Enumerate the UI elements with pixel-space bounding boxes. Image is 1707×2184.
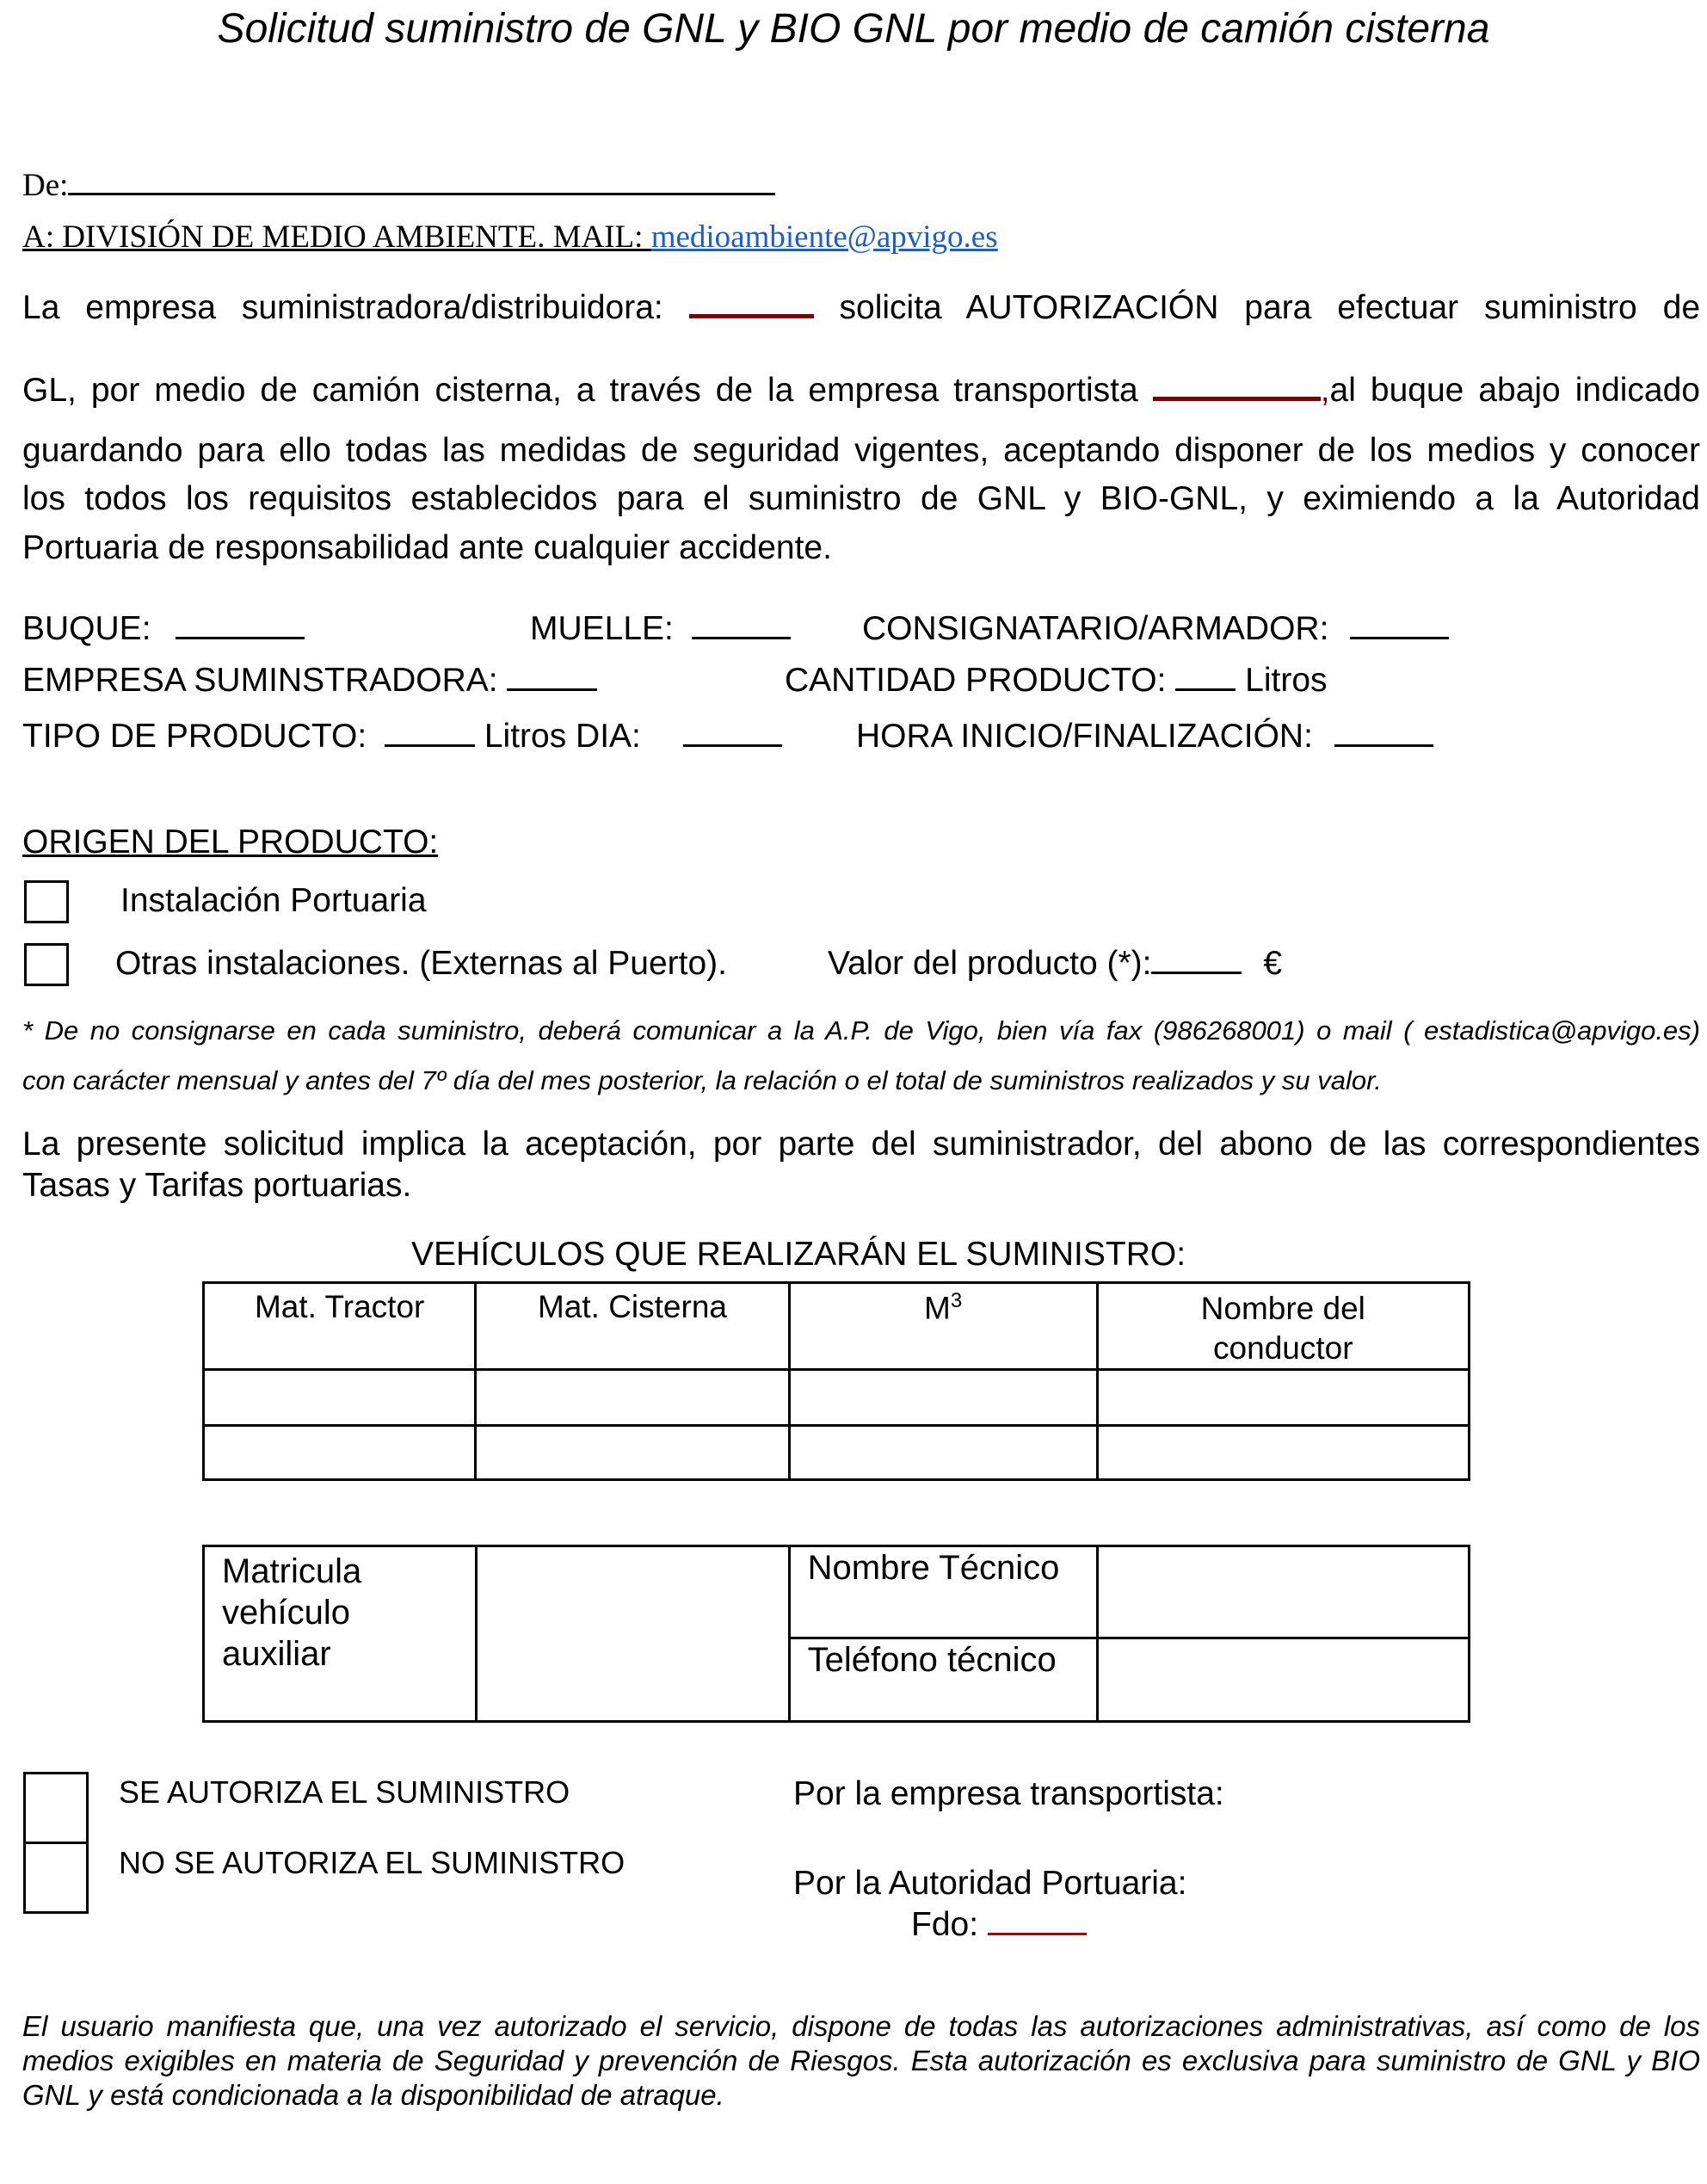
tipo-label: TIPO DE PRODUCTO: xyxy=(22,718,367,755)
consignatario-input[interactable] xyxy=(1350,636,1449,639)
vehicles-header-row xyxy=(204,1283,1470,1370)
tipo-input[interactable] xyxy=(385,743,475,747)
buque-input[interactable] xyxy=(176,636,305,639)
consignatario-label: CONSIGNATARIO/ARMADOR: xyxy=(862,610,1329,647)
vehicles-table xyxy=(202,1281,1470,1481)
nombre-tecnico-input[interactable] xyxy=(1098,1546,1470,1638)
fdo-label: Fdo: xyxy=(911,1906,979,1943)
origen-otras-label: Otras instalaciones. (Externas al Puerto). xyxy=(115,945,727,982)
footnote-line-1: * De no consignarse en cada suministro, deberá comunicar a la A.P. de Vigo, bien vía fax (986268001) o mail ( estadistica@apvigo.es) xyxy=(22,1015,1700,1046)
col-m3-superscript: 3 xyxy=(950,1289,963,1312)
table-row xyxy=(204,1370,1470,1426)
authorize-label: SE AUTORIZA EL SUMINISTRO xyxy=(119,1774,570,1810)
paragraph-line-5: Portuaria de responsabilidad ante cualquier accidente. xyxy=(22,529,832,566)
paragraph-line-4: los todos los requisitos establecidos para el suministro de GNL y BIO-GNL, y eximiendo a la Autoridad xyxy=(22,480,1700,517)
cell-input[interactable] xyxy=(1097,1370,1469,1426)
buque-label: BUQUE: xyxy=(22,610,151,647)
valor-field-row xyxy=(828,945,1282,983)
col-m3-label: M xyxy=(924,1290,951,1326)
matricula-auxiliar-label: Matricula vehículo auxiliar xyxy=(204,1546,477,1722)
supplier-field[interactable] xyxy=(689,313,814,318)
col-m3 xyxy=(789,1283,1097,1370)
empresa-label: EMPRESA SUMINSTRADORA: xyxy=(22,662,498,699)
paragraph-text: GL, por medio de camión cisterna, a través de la empresa transportista xyxy=(22,372,1138,409)
muelle-field-row xyxy=(530,610,791,648)
fdo-row xyxy=(911,1906,1087,1944)
paragraph-line-1 xyxy=(22,289,1700,327)
to-email-link[interactable]: medioambiente@apvigo.es xyxy=(650,219,998,255)
empresa-field-row xyxy=(22,662,597,700)
muelle-input[interactable] xyxy=(692,636,791,639)
litros-dia-label: Litros DIA: xyxy=(484,718,641,755)
to-label: A: DIVISIÓN DE MEDIO AMBIENTE. MAIL: xyxy=(22,219,644,255)
origen-portuaria-checkbox[interactable] xyxy=(24,880,69,923)
buque-field-row xyxy=(22,610,305,648)
matricula-auxiliar-input[interactable] xyxy=(476,1546,789,1722)
litros-unit: Litros xyxy=(1245,662,1328,699)
nombre-tecnico-label: Nombre Técnico xyxy=(789,1546,1098,1638)
paragraph-text: al buque abajo indicado xyxy=(1329,372,1701,409)
from-field[interactable] xyxy=(68,192,775,195)
cell-input[interactable] xyxy=(476,1370,789,1426)
origen-heading: ORIGEN DEL PRODUCTO: xyxy=(22,824,439,861)
telefono-tecnico-label: Teléfono técnico xyxy=(789,1638,1098,1722)
hora-label: HORA INICIO/FINALIZACIÓN: xyxy=(856,718,1313,755)
cell-input[interactable] xyxy=(1097,1426,1469,1480)
cantidad-field-row xyxy=(785,662,1328,700)
table-row xyxy=(204,1426,1470,1480)
transportista-signature-label: Por la empresa transportista: xyxy=(793,1775,1224,1812)
cantidad-label: CANTIDAD PRODUCTO: xyxy=(785,662,1167,699)
paragraph-line-3: guardando para ello todas las medidas de seguridad vigentes, aceptando disponer de los medios y conocer xyxy=(22,432,1700,469)
col-mat-cisterna: Mat. Cisterna xyxy=(476,1283,789,1370)
empresa-input[interactable] xyxy=(507,688,597,691)
deny-label: NO SE AUTORIZA EL SUMINISTRO xyxy=(119,1845,625,1880)
paragraph-text: solicita AUTORIZACIÓN para efectuar suministro de xyxy=(839,289,1701,326)
autoridad-signature-label: Por la Autoridad Portuaria: xyxy=(793,1865,1187,1902)
muelle-label: MUELLE: xyxy=(530,610,674,647)
transport-company-field[interactable] xyxy=(1153,396,1321,401)
paragraph-line-2 xyxy=(22,372,1700,410)
authorize-checkbox[interactable] xyxy=(23,1772,89,1844)
cell-input[interactable] xyxy=(204,1370,476,1426)
telefono-tecnico-input[interactable] xyxy=(1098,1638,1470,1722)
acceptance-line-2: Tasas y Tarifas portuarias. xyxy=(22,1167,412,1204)
fdo-signature-field[interactable] xyxy=(988,1932,1087,1935)
to-line xyxy=(22,219,998,256)
cell-input[interactable] xyxy=(789,1426,1097,1480)
litros-dia-input[interactable] xyxy=(683,743,782,747)
col-mat-tractor: Mat. Tractor xyxy=(204,1283,476,1370)
cell-input[interactable] xyxy=(476,1426,789,1480)
hora-field-row xyxy=(856,718,1433,756)
cell-input[interactable] xyxy=(204,1426,476,1480)
cell-input[interactable] xyxy=(789,1370,1097,1426)
comma: , xyxy=(1320,372,1330,409)
disclaimer: El usuario manifiesta que, una vez autorizado el servicio, dispone de todas las autorizaciones administrativas, así como de los medios exigibles en materia de Seguridad y prevención de Riesgos. Esta autorización es exclusiva para suministro de GNL y BIO GNL y está condicionada a la disponibilidad de atraque. xyxy=(22,2010,1700,2111)
from-line xyxy=(22,167,775,204)
footnote-line-2: con carácter mensual y antes del 7º día del mes posterior, la relación o el total de suministros realizados y su valor. xyxy=(22,1065,1382,1095)
currency-symbol: € xyxy=(1263,945,1283,982)
valor-label: Valor del producto (*): xyxy=(828,945,1152,982)
vehicles-heading: VEHÍCULOS QUE REALIZARÁN EL SUMINISTRO: xyxy=(411,1236,1186,1273)
auxiliary-table xyxy=(202,1545,1470,1723)
deny-checkbox[interactable] xyxy=(23,1842,89,1914)
valor-input[interactable] xyxy=(1151,971,1242,974)
col-nombre-conductor: Nombre del conductor xyxy=(1097,1283,1469,1370)
page-title: Solicitud suministro de GNL y BIO GNL por medio de camión cisterna xyxy=(217,6,1490,52)
origen-portuaria-label: Instalación Portuaria xyxy=(120,882,427,919)
from-label: De: xyxy=(22,168,69,203)
tipo-field-row xyxy=(22,718,782,756)
cantidad-input[interactable] xyxy=(1175,688,1236,691)
origen-otras-checkbox[interactable] xyxy=(24,943,69,986)
acceptance-line-1: La presente solicitud implica la aceptación, por parte del suministrador, del abono de las correspondientes xyxy=(22,1126,1700,1163)
paragraph-text: La empresa suministradora/distribuidora: xyxy=(22,289,663,326)
hora-input[interactable] xyxy=(1334,743,1433,747)
consignatario-field-row xyxy=(862,610,1449,648)
